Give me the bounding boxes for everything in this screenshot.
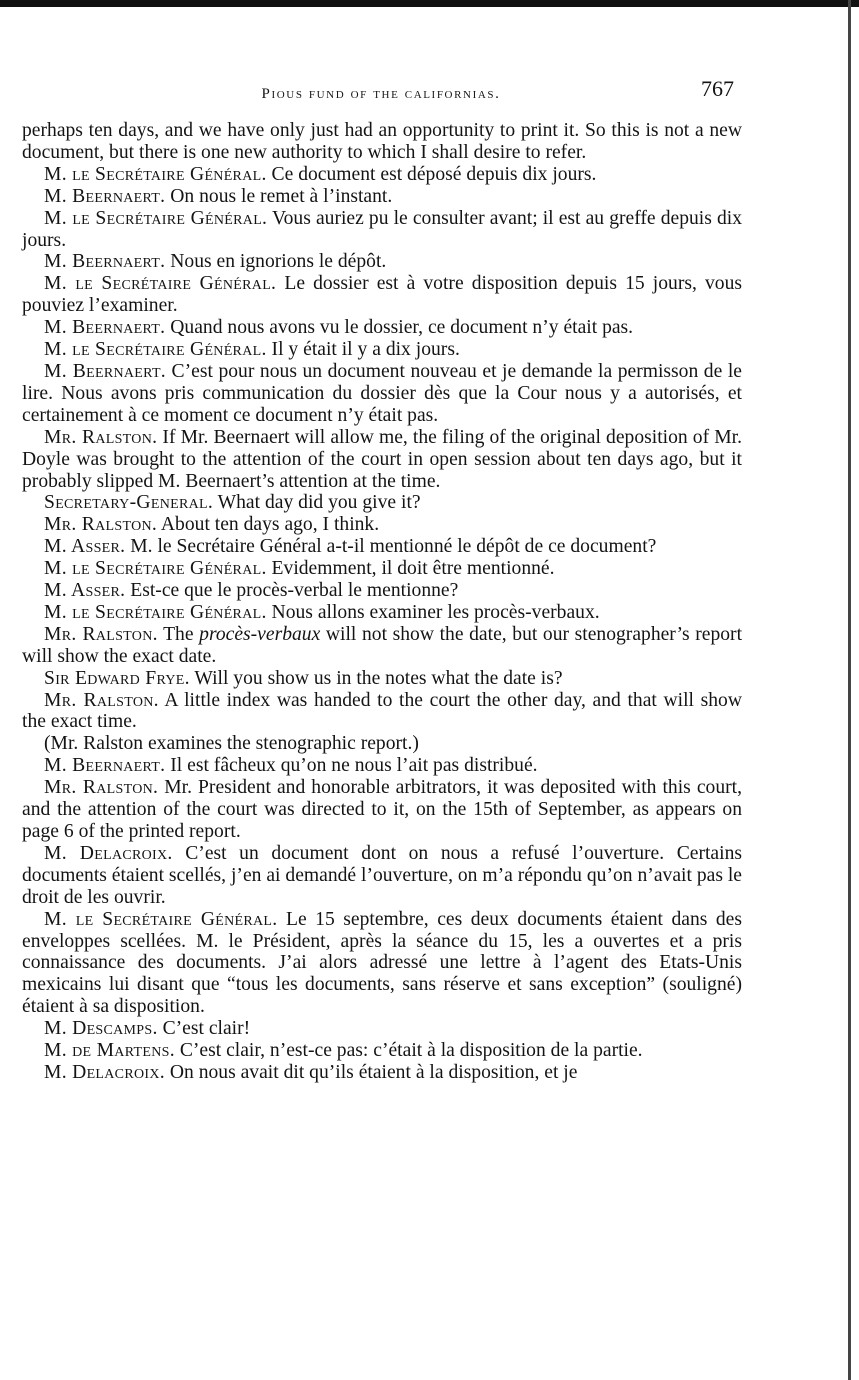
- paragraph: [22, 164, 742, 186]
- paragraph: [22, 624, 742, 668]
- speaker-name: Secretary-General.: [44, 492, 214, 514]
- page-top-border: [0, 0, 859, 7]
- paragraph: [22, 755, 742, 777]
- speaker-name: Sir Edward Frye.: [44, 667, 190, 689]
- paragraph-text: Il y était il y a dix jours.: [266, 339, 460, 361]
- paragraph-text: C’est pour nous un document nouveau et je demande la permisson de le lire. Nous avons pris communication du dossier dès que la Cour nous y a autorisés, et certainement à ce moment ce document n’y était pas.: [22, 360, 742, 426]
- speaker-name: Mr. Ralston.: [44, 514, 158, 536]
- speaker-name: M. le Secrétaire Général.: [44, 273, 277, 295]
- paragraph-text: will not show the date, but our stenographer’s report will show the exact date.: [22, 623, 743, 667]
- paragraph: [22, 339, 742, 361]
- paragraph-text: Nous en ignorions le dépôt.: [165, 251, 387, 273]
- paragraph-text: C’est un document dont on nous a refusé l’ouverture. Certains documents étaient scellés, j’en ai demandé l’ouverture, on m’a répondu qu’on n’avait pas le droit de les ouvrir.: [22, 842, 742, 908]
- paragraph-text: Ce document est déposé depuis dix jours.: [266, 163, 597, 185]
- paragraph: [22, 909, 742, 1019]
- speaker-name: M. le Secrétaire Général.: [44, 908, 278, 930]
- paragraph-text: (Mr. Ralston examines the stenographic report.): [44, 733, 419, 755]
- paragraph-text: M. le Secrétaire Général a-t-il mentionné le dépôt de ce document?: [125, 536, 657, 558]
- speaker-name: M. Beernaert.: [44, 360, 166, 382]
- paragraph: [22, 536, 742, 558]
- running-title: Pious fund of the californias.: [261, 86, 501, 102]
- paragraph-text: What day did you give it?: [213, 492, 421, 514]
- body-text: [22, 120, 742, 1084]
- speaker-name: Mr. Ralston.: [44, 777, 159, 799]
- paragraph-text: Il est fâcheux qu’on ne nous l’ait pas distribué.: [165, 755, 538, 777]
- paragraph-text-lead: The: [157, 623, 200, 645]
- page-right-edge: [848, 0, 851, 1380]
- speaker-name: M. Delacroix.: [44, 842, 173, 864]
- paragraph: [22, 1040, 742, 1062]
- speaker-name: M. Asser.: [44, 580, 126, 602]
- italic-term: procès-verbaux: [199, 623, 321, 645]
- paragraph: [22, 317, 742, 339]
- page-number: 767: [701, 76, 734, 101]
- speaker-name: M. le Secrétaire Général.: [44, 558, 267, 580]
- paragraph: [22, 492, 742, 514]
- paragraph-text: C’est clair, n’est-ce pas: c’était à la disposition de la partie.: [174, 1040, 643, 1062]
- paragraph-text: C’est clair!: [157, 1018, 251, 1040]
- paragraph-text: If Mr. Beernaert will allow me, the filing of the original deposition of Mr. Doyle was brought to the attention of the court in open session about ten days ago, but it probably slipped M. Beernaert’s attention at the time.: [22, 426, 743, 492]
- speaker-name: M. Beernaert.: [44, 317, 166, 339]
- page-header: [22, 72, 740, 112]
- paragraph: [22, 1018, 742, 1040]
- paragraph: [22, 208, 742, 252]
- speaker-name: M. Beernaert.: [44, 185, 166, 207]
- paragraph-text: Evidemment, il doit être mentionné.: [266, 558, 555, 580]
- paragraph-text: Est-ce que le procès-verbal le mentionne?: [125, 580, 459, 602]
- speaker-name: M. le Secrétaire Général.: [44, 207, 268, 229]
- paragraph-text: Quand nous avons vu le dossier, ce document n’y était pas.: [165, 317, 634, 339]
- paragraph: [22, 777, 742, 843]
- paragraph: [22, 690, 742, 734]
- paragraph-text: Will you show us in the notes what the date is?: [189, 667, 563, 689]
- speaker-name: M. Delacroix.: [44, 1061, 165, 1083]
- speaker-name: M. le Secrétaire Général.: [44, 601, 267, 623]
- speaker-name: M. de Martens.: [44, 1040, 175, 1062]
- paragraph: [22, 580, 742, 602]
- speaker-name: Mr. Ralston.: [44, 689, 159, 711]
- paragraph: [22, 273, 742, 317]
- paragraph-text: Le 15 septembre, ces deux documents étaient dans des enveloppes scellées. M. le Président, après la séance du 15, les a ouvertes et a pris connaissance des documents. J’ai alors adressé une lettre à l’agent des Etats-Unis mexicains lui disant que “tous les documents, sans réserve et sans exception” (souligné) étaient à sa disposition.: [22, 908, 742, 1018]
- speaker-name: M. le Secrétaire Général.: [44, 339, 267, 361]
- speaker-name: M. le Secrétaire Général.: [44, 163, 267, 185]
- paragraph-text: About ten days ago, I think.: [157, 514, 380, 536]
- paragraph: [22, 843, 742, 909]
- paragraph: [22, 251, 742, 273]
- paragraph: [22, 1062, 742, 1084]
- paragraph: [22, 186, 742, 208]
- stage-direction: [22, 733, 742, 755]
- paragraph-text: Mr. President and honorable arbitrators, it was deposited with this court, and the attention of the court was directed to it, on the 15th of September, as appears on page 6 of the printed report.: [22, 777, 742, 842]
- paragraph-text: perhaps ten days, and we have only just had an opportunity to print it. So this is not a new document, but there is one new authority to which I shall desire to refer.: [22, 120, 742, 163]
- paragraph-text: Le dossier est à votre disposition depuis 15 jours, vous pouviez l’examiner.: [22, 273, 742, 317]
- paragraph: [22, 514, 742, 536]
- paragraph-text: Vous auriez pu le consulter avant; il est au greffe depuis dix jours.: [22, 207, 742, 251]
- speaker-name: M. Beernaert.: [44, 755, 166, 777]
- paragraph: [22, 361, 742, 427]
- speaker-name: M. Beernaert.: [44, 251, 166, 273]
- paragraph-text: On nous avait dit qu’ils étaient à la disposition, et je: [164, 1061, 578, 1083]
- paragraph: [22, 668, 742, 690]
- speaker-name: Mr. Ralston.: [44, 426, 158, 448]
- paragraph-text: A little index was handed to the court the other day, and that will show the exact time.: [22, 689, 742, 733]
- paragraph: [22, 120, 742, 164]
- paragraph-text: On nous le remet à l’instant.: [165, 185, 393, 207]
- speaker-name: Mr. Ralston.: [44, 623, 158, 645]
- paragraph: [22, 427, 742, 493]
- speaker-name: M. Asser.: [44, 536, 126, 558]
- paragraph-text: Nous allons examiner les procès-verbaux.: [266, 601, 600, 623]
- speaker-name: M. Descamps.: [44, 1018, 158, 1040]
- paragraph: [22, 558, 742, 580]
- paragraph: [22, 602, 742, 624]
